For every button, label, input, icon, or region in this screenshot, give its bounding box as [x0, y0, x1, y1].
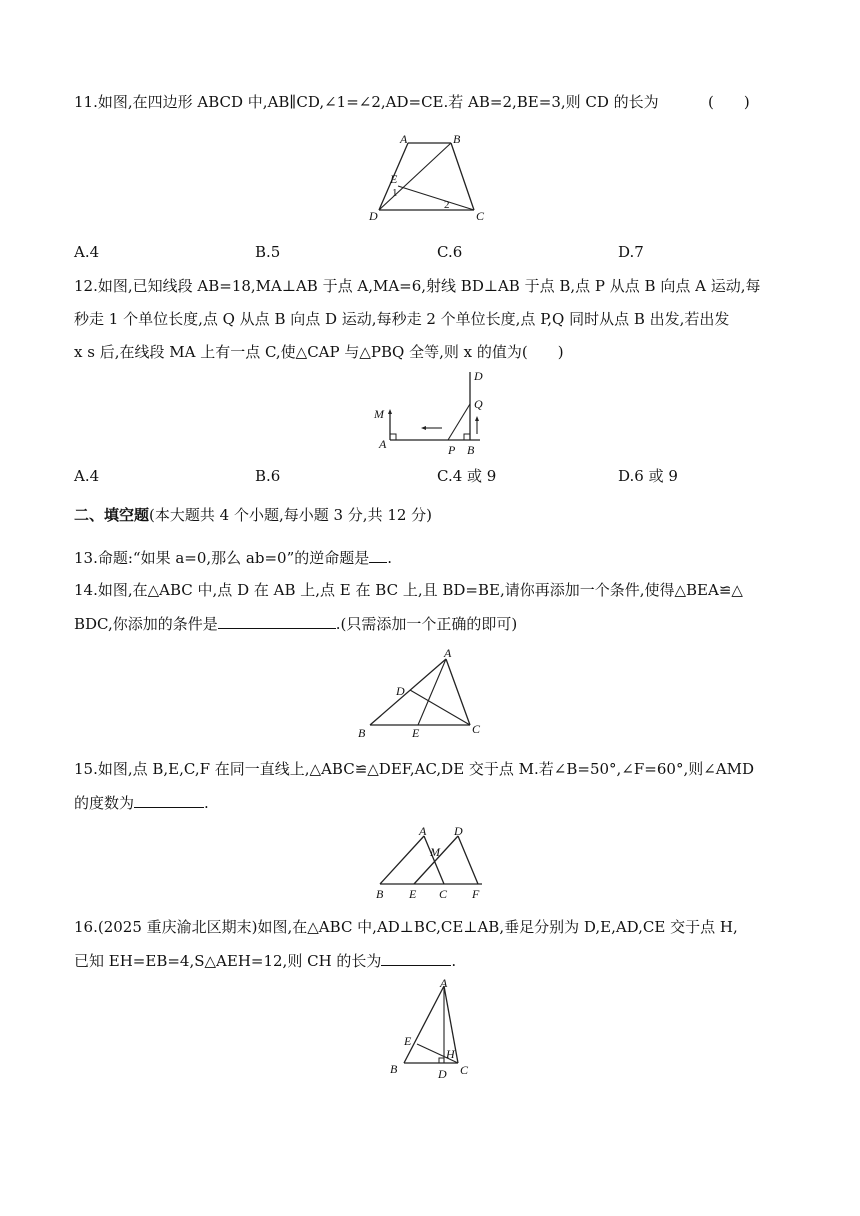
- q16-figure: [384, 978, 484, 1083]
- q15-answer-blank[interactable]: [134, 792, 204, 808]
- q16-line-2-text: 已知 EH=EB=4,S△AEH=12,则 CH 的长为: [74, 952, 382, 970]
- q11-option-a: A.4: [74, 243, 100, 261]
- q13-stem-text: 13.命题:“如果 a=0,那么 ab=0”的逆命题是: [74, 549, 370, 567]
- q16-answer-blank[interactable]: [381, 950, 451, 966]
- q14-figure: [354, 645, 494, 745]
- q16-label-A: A: [440, 978, 448, 990]
- q12-label-B: B: [467, 443, 475, 457]
- q15-label-D: D: [454, 824, 463, 838]
- q12-line-1: 12.如图,已知线段 AB=18,MA⊥AB 于点 A,MA=6,射线 BD⊥AB 于点 B,点 P 从点 B 向点 A 运动,每: [74, 277, 761, 295]
- q15-label-M: M: [430, 845, 440, 859]
- q12-label-M: M: [374, 407, 384, 421]
- q11-option-c: C.6: [437, 243, 463, 261]
- section-2-heading: [74, 505, 432, 525]
- q12-label-Q: Q: [474, 397, 483, 411]
- q15-tail: .: [204, 794, 209, 812]
- q11-stem-text: 11.如图,在四边形 ABCD 中,AB∥CD,∠1=∠2,AD=CE.若 AB=2,BE=3,则 CD 的长为: [74, 93, 659, 111]
- q11-label-A: A: [400, 132, 408, 146]
- q14-tail: .(只需添加一个正确的即可): [335, 615, 518, 633]
- q14-line-1: 14.如图,在△ABC 中,点 D 在 AB 上,点 E 在 BC 上,且 BD=BE,请你再添加一个条件,使得△BEA≌△: [74, 581, 743, 599]
- q13-tail: .: [387, 549, 393, 567]
- q13-answer-blank[interactable]: [369, 547, 387, 563]
- q15-label-F: F: [472, 887, 480, 901]
- q16-label-E: E: [404, 1034, 412, 1048]
- q14-label-D: D: [396, 684, 405, 698]
- q12-line-2: 秒走 1 个单位长度,点 Q 从点 B 向点 D 运动,每秒走 2 个单位长度,点 P,Q 同时从点 B 出发,若出发: [74, 310, 730, 328]
- q12-figure: [364, 368, 504, 458]
- q16-label-C: C: [460, 1063, 469, 1077]
- q15-label-C: C: [439, 887, 448, 901]
- q15-line-2: [74, 792, 209, 813]
- q15-label-A: A: [419, 824, 427, 838]
- q12-line-3: x s 后,在线段 MA 上有一点 C,使△CAP 与△PBQ 全等,则 x 的值为( ): [74, 343, 564, 361]
- q12-label-A: A: [379, 437, 387, 451]
- q12-option-d: D.6 或 9: [618, 467, 678, 485]
- q14-line-2-text: BDC,你添加的条件是: [74, 615, 218, 633]
- q14-label-A: A: [444, 646, 452, 660]
- q13-stem: [74, 547, 392, 568]
- section-2-title: 二、填空题: [74, 506, 150, 524]
- q11-figure: [366, 130, 496, 225]
- section-2-desc: (本大题共 4 个小题,每小题 3 分,共 12 分): [149, 506, 433, 524]
- q11-label-1: 1: [392, 187, 398, 199]
- q14-line-2: [74, 613, 517, 634]
- q16-label-D: D: [438, 1067, 447, 1081]
- q15-line-1: 15.如图,点 B,E,C,F 在同一直线上,△ABC≌△DEF,AC,DE 交于点 M.若∠B=50°,∠F=60°,则∠AMD: [74, 760, 755, 778]
- q12-label-D: D: [474, 369, 483, 383]
- q16-label-B: B: [390, 1062, 398, 1076]
- q16-label-H: H: [446, 1047, 455, 1061]
- q15-label-B: B: [376, 887, 384, 901]
- q15-line-2-text: 的度数为: [74, 794, 135, 812]
- q15-label-E: E: [409, 887, 417, 901]
- q11-label-B: B: [453, 132, 461, 146]
- q15-figure: [366, 824, 496, 904]
- q11-stem: [74, 92, 659, 112]
- q11-label-E: E: [390, 172, 398, 186]
- q14-label-B: B: [358, 726, 366, 740]
- q14-label-E: E: [412, 726, 420, 740]
- q16-line-2: [74, 950, 456, 971]
- q12-option-b: B.6: [255, 467, 281, 485]
- q11-label-2: 2: [444, 199, 450, 211]
- q14-answer-blank[interactable]: [218, 613, 336, 629]
- q12-option-c: C.4 或 9: [437, 467, 497, 485]
- q11-answer-paren: ( ): [708, 93, 750, 111]
- q11-label-D: D: [369, 209, 378, 223]
- q11-option-d: D.7: [618, 243, 644, 261]
- q16-line-1: 16.(2025 重庆渝北区期末)如图,在△ABC 中,AD⊥BC,CE⊥AB,垂足分别为 D,E,AD,CE 交于点 H,: [74, 918, 738, 936]
- q12-option-a: A.4: [74, 467, 100, 485]
- q12-label-P: P: [448, 443, 456, 457]
- q14-label-C: C: [472, 722, 481, 736]
- q11-label-C: C: [476, 209, 485, 223]
- q16-tail: .: [451, 952, 457, 970]
- q11-option-b: B.5: [255, 243, 281, 261]
